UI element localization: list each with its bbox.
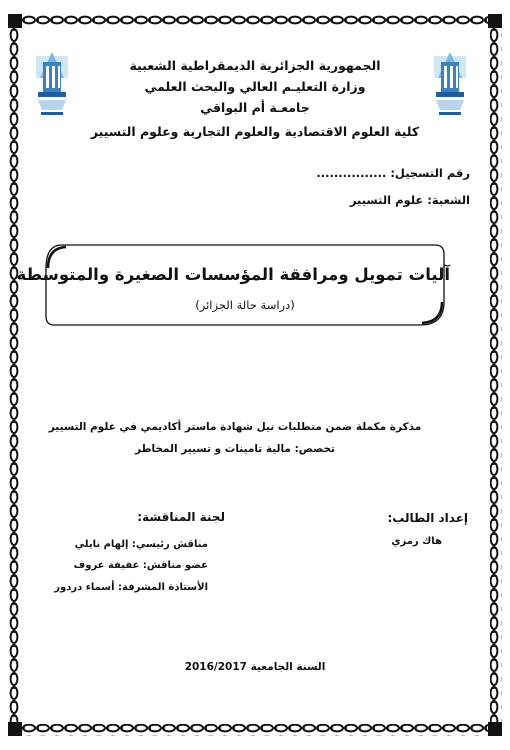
committee-member: عضو مناقش: عفيفة عروف bbox=[73, 560, 208, 571]
student-name: هاك رمزي bbox=[391, 536, 442, 547]
ministry-name: وزارة التعليـم العالي والبحث العلمي bbox=[144, 79, 366, 94]
memo-specialty: تخصص: مالية تامينات و تسيير المخاطر bbox=[135, 443, 335, 455]
decorative-border bbox=[8, 14, 502, 736]
branch-label: الشعبة: علوم التسيير bbox=[349, 193, 470, 207]
student-heading: إعداد الطالب: bbox=[387, 511, 468, 525]
committee-heading: لجنة المناقشة: bbox=[137, 510, 225, 524]
academic-year: السنة الجامعية 2016/2017 bbox=[184, 661, 326, 673]
republic-name: الجمهورية الجزائرية الديمقراطية الشعبية bbox=[129, 58, 381, 73]
thesis-title: آليات تمويل ومرافقة المؤسسات الصغيرة والمتوسطة bbox=[16, 265, 450, 284]
title-frame bbox=[16, 240, 450, 330]
committee-member: مناقش رئيسي: إلهام نايلي bbox=[74, 539, 208, 550]
registration-number: رقم التسجيل: ................ bbox=[316, 166, 470, 180]
committee-member: الأستاذة المشرفة: أسماء دردور bbox=[54, 582, 208, 593]
university-name: جامعـة أم البواقي bbox=[200, 100, 310, 115]
memo-purpose: مذكرة مكملة ضمن متطلبات نيل شهادة ماستر أكاديمي في علوم التسيير bbox=[48, 421, 422, 433]
faculty-name: كلية العلوم الاقتصادية والعلوم التجارية وعلوم التسيير bbox=[90, 124, 420, 139]
thesis-subtitle: (دراسة حالة الجزائر) bbox=[195, 298, 295, 312]
